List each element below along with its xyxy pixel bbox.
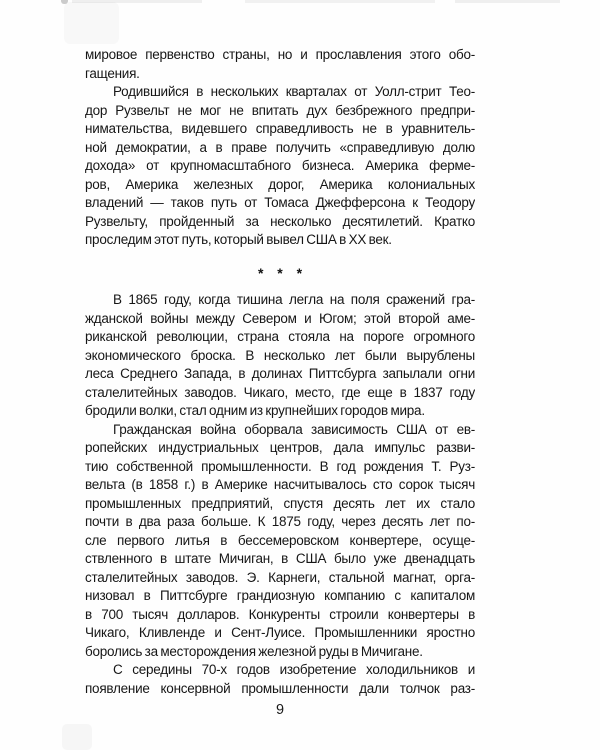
text-line: появление консервной промышленности дали толчок раз- (85, 680, 475, 696)
text-line: риканской революции, страна стояла на пороге огромного (85, 329, 475, 344)
scan-artifact (61, 0, 68, 4)
text-line: сталелитейных заводов. Чикаго, место, где еще в 1837 году (85, 384, 475, 400)
text-line: в 700 тысяч долларов. Конкуренты строили конвертеры в (85, 606, 475, 622)
text-line: жданской войны между Севером и Югом; этой второй аме- (85, 310, 475, 326)
text-line: почти в два раза больше. К 1875 году, через десять лет по- (85, 514, 475, 529)
text-line: дохода» от крупномасштабного бизнеса. Америка ферме- (85, 158, 475, 173)
text-line: леса Среднего Запада, в долинах Питтсбурга запылали огни (85, 366, 475, 381)
text-line: ров, Америка железных дорог, Америка колониальных (85, 176, 475, 192)
scan-artifact (72, 0, 202, 3)
text-line: низовал в Питтсбурге грандиозную компанию с капиталом (85, 588, 475, 603)
text-line: ствленного в штате Мичиган, в США было уже двенадцать (85, 551, 475, 566)
text-line: Родившийся в нескольких кварталах от Уолл-стрит Тео- (113, 84, 475, 99)
text-line: сталелитейных заводов. Э. Карнеги, стальной магнат, орга- (85, 569, 475, 585)
scan-artifact (245, 0, 435, 3)
text-line: проследим этот путь, который вывел США в ХХ век. (85, 232, 392, 247)
text-line: сле первого литья в бессемеровском конвертере, осуще- (85, 532, 475, 548)
text-line: гащения. (85, 65, 140, 81)
text-line: ной демократии, а в праве получить «справедливую долю (85, 139, 475, 155)
text-line: Рузвельту, пройденный за несколько десятилетий. Кратко (85, 213, 475, 229)
text-line: дор Рузвельт не мог не впитать дух безбрежного предпри- (85, 102, 475, 118)
text-line: ропейских индустриальных центров, дала импульс разви- (85, 440, 475, 455)
text-line: боролись за месторождения железной руды в Мичигане. (85, 643, 423, 659)
text-line: нимательства, видевшего справедливость не в уравнитель- (85, 121, 475, 136)
page-text (85, 46, 475, 698)
text-line: Гражданская война оборвала зависимость США от ев- (113, 421, 475, 437)
text-line: промышленных предприятий, спустя десять лет их стало (85, 495, 475, 511)
page-number: 9 (275, 702, 285, 718)
text-line: бродили волки, стал одним из крупнейших городов мира. (85, 403, 425, 418)
text-line: В 1865 году, когда тишина легла на поля сражений гра- (113, 292, 475, 307)
text-line: экономического броска. В несколько лет были вырублены (85, 347, 475, 363)
text-line: вельта (в 1858 г.) в Америке насчитывалось сто сорок тысяч (85, 477, 475, 492)
section-separator: * * * (257, 264, 303, 281)
scan-artifact (62, 724, 92, 750)
text-line: тию собственной промышленности. В год рождения Т. Руз- (85, 458, 475, 474)
scan-artifact (455, 0, 560, 3)
text-line: С середины 70-х годов изобретение холодильников и (113, 662, 475, 677)
scan-artifact (64, 2, 119, 44)
text-line: владений — таков путь от Томаса Джефферсона к Теодору (85, 195, 475, 210)
text-line: Чикаго, Кливленде и Сент-Луисе. Промышленники яростно (85, 625, 475, 640)
text-line: мировое первенство страны, но и прославления этого обо- (85, 47, 475, 62)
